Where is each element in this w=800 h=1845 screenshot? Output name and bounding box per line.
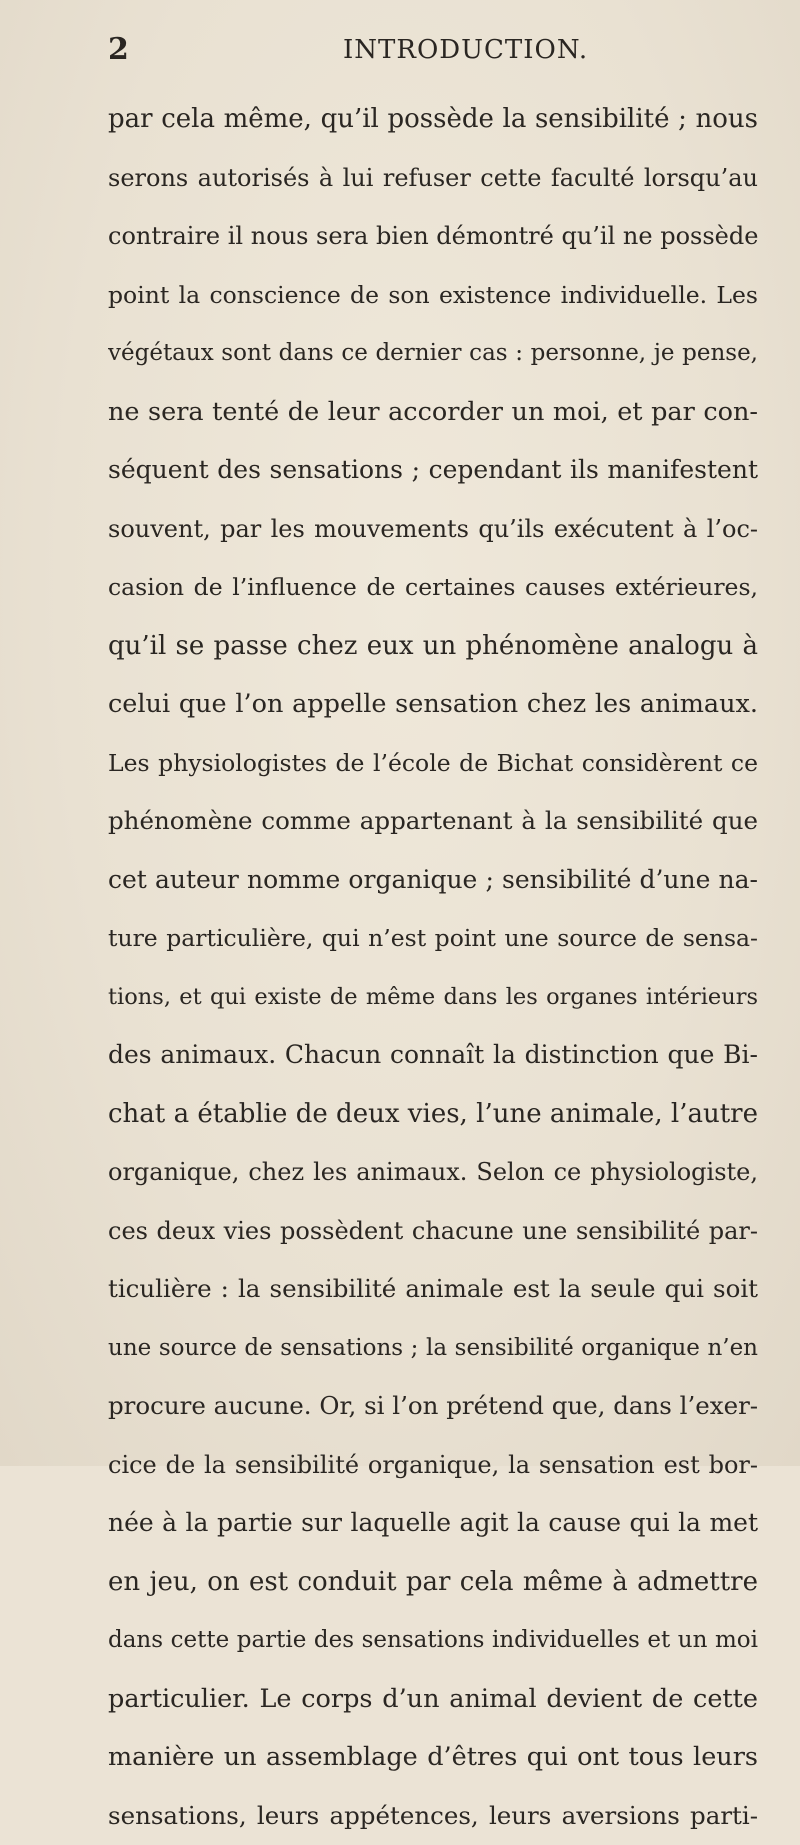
text-line: casion de l’influence de certaines causes extérieures, [108, 558, 758, 617]
text-line: ne sera tenté de leur accorder un moi, et par con- [108, 383, 758, 442]
page-header [0, 30, 800, 70]
text-line: séquent des sensations ; cependant ils manifestent [108, 441, 758, 500]
text-line: des animaux. Chacun connaît la distinction que Bi- [108, 1026, 758, 1085]
text-line: cet auteur nomme organique ; sensibilité d’une na- [108, 851, 758, 910]
text-line: manière un assemblage d’êtres qui ont tous leurs [108, 1728, 758, 1787]
text-line: ces deux vies possèdent chacune une sensibilité par- [108, 1202, 758, 1261]
page-number: 2 [108, 30, 129, 70]
text-line: point la conscience de son existence individuelle. Les [108, 266, 758, 325]
text-line: végétaux sont dans ce dernier cas : personne, je pense, [108, 324, 758, 383]
text-line: particulier. Le corps d’un animal devient de cette [108, 1670, 758, 1729]
text-line: par cela même, qu’il possède la sensibilité ; nous [108, 90, 758, 149]
text-line: Les physiologistes de l’école de Bichat considèrent ce [108, 734, 758, 793]
body-text [108, 90, 758, 1845]
text-line: ticulière : la sensibilité animale est la seule qui soit [108, 1260, 758, 1319]
text-line: cice de la sensibilité organique, la sensation est bor- [108, 1436, 758, 1495]
text-line: qu’il se passe chez eux un phénomène analogu à [108, 617, 758, 676]
text-line: en jeu, on est conduit par cela même à admettre [108, 1553, 758, 1612]
text-line: contraire il nous sera bien démontré qu’il ne possède [108, 207, 758, 266]
text-line: ture particulière, qui n’est point une source de sensa- [108, 909, 758, 968]
text-line: organique, chez les animaux. Selon ce physiologiste, [108, 1143, 758, 1202]
text-line: procure aucune. Or, si l’on prétend que, dans l’exer- [108, 1377, 758, 1436]
text-line: dans cette partie des sensations individuelles et un moi [108, 1611, 758, 1670]
text-line: née à la partie sur laquelle agit la cause qui la met [108, 1494, 758, 1553]
text-line: souvent, par les mouvements qu’ils exécutent à l’oc- [108, 500, 758, 559]
text-line: tions, et qui existe de même dans les organes intérieurs [108, 968, 758, 1027]
text-line: serons autorisés à lui refuser cette faculté lorsqu’au [108, 149, 758, 208]
text-line: celui que l’on appelle sensation chez les animaux. [108, 675, 758, 734]
text-line: phénomène comme appartenant à la sensibilité que [108, 792, 758, 851]
text-line: une source de sensations ; la sensibilité organique n’en [108, 1319, 758, 1378]
running-head: INTRODUCTION. [343, 30, 588, 70]
text-line: chat a établie de deux vies, l’une animale, l’autre [108, 1085, 758, 1144]
text-line: sensations, leurs appétences, leurs aversions parti- [108, 1787, 758, 1845]
